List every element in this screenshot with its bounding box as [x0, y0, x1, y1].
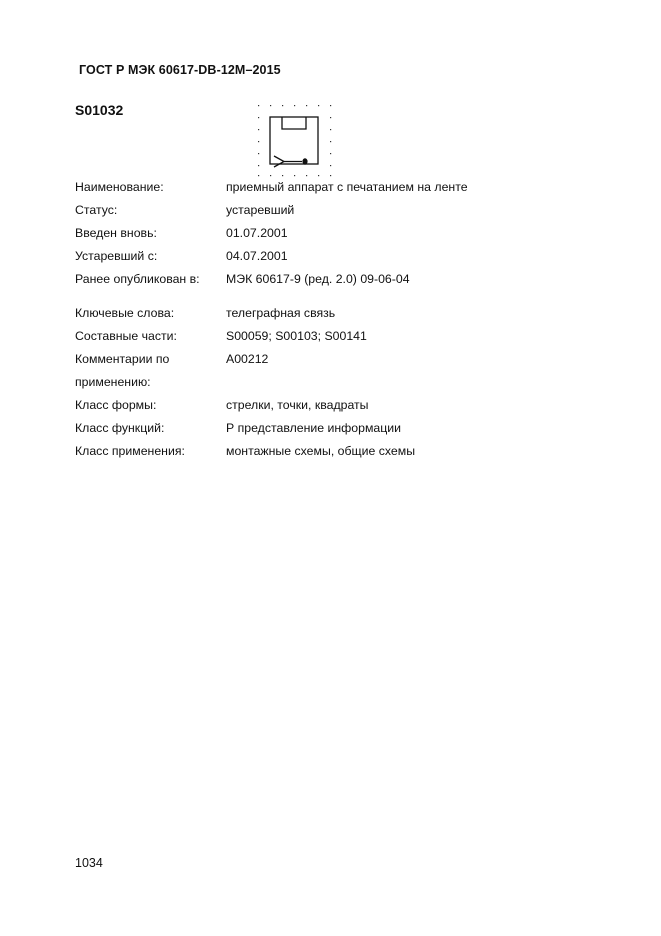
- property-row-name: [75, 176, 595, 196]
- property-label: Класс применения:: [75, 444, 185, 458]
- property-label: Статус:: [75, 203, 118, 217]
- property-label: Введен вновь:: [75, 226, 157, 240]
- property-value: 04.07.2001: [226, 249, 288, 263]
- property-value: стрелки, точки, квадраты: [226, 398, 369, 412]
- property-label: Составные части:: [75, 329, 177, 343]
- document-header: ГОСТ Р МЭК 60617-DB-12M–2015: [79, 63, 281, 77]
- property-label: Класс формы:: [75, 398, 157, 412]
- symbol-id: S01032: [75, 102, 124, 118]
- property-value: Р представление информации: [226, 421, 402, 435]
- property-row-application-notes: [75, 348, 595, 389]
- property-label: Устаревший с:: [75, 249, 158, 263]
- property-value: устаревший: [226, 203, 295, 217]
- property-value: монтажные схемы, общие схемы: [226, 444, 416, 458]
- property-label: Класс функций:: [75, 421, 165, 435]
- property-row-function-class: [75, 417, 595, 437]
- tape-printing-receiver-symbol-icon: [254, 101, 336, 177]
- property-value: S00059; S00103; S00141: [226, 329, 367, 343]
- property-value: телеграфная связь: [226, 306, 336, 320]
- property-row-shape-class: [75, 394, 595, 414]
- property-label: Ранее опубликован в:: [75, 272, 200, 286]
- page-number: 1034: [75, 856, 103, 870]
- property-row-keywords: [75, 302, 595, 322]
- property-value: МЭК 60617-9 (ред. 2.0) 09-06-04: [226, 272, 410, 286]
- property-row-obsolete-since: [75, 245, 595, 265]
- property-value: 01.07.2001: [226, 226, 288, 240]
- property-row-introduced: [75, 222, 595, 242]
- property-row-status: [75, 199, 595, 219]
- property-row-previously-published: [75, 268, 595, 288]
- property-value: A00212: [226, 352, 269, 366]
- property-label: Ключевые слова:: [75, 306, 175, 320]
- property-value: приемный аппарат с печатанием на ленте: [226, 180, 468, 194]
- property-label: Комментарии по применению:: [75, 352, 170, 389]
- property-label: Наименование:: [75, 180, 164, 194]
- property-row-components: [75, 325, 595, 345]
- property-row-application-class: [75, 440, 595, 460]
